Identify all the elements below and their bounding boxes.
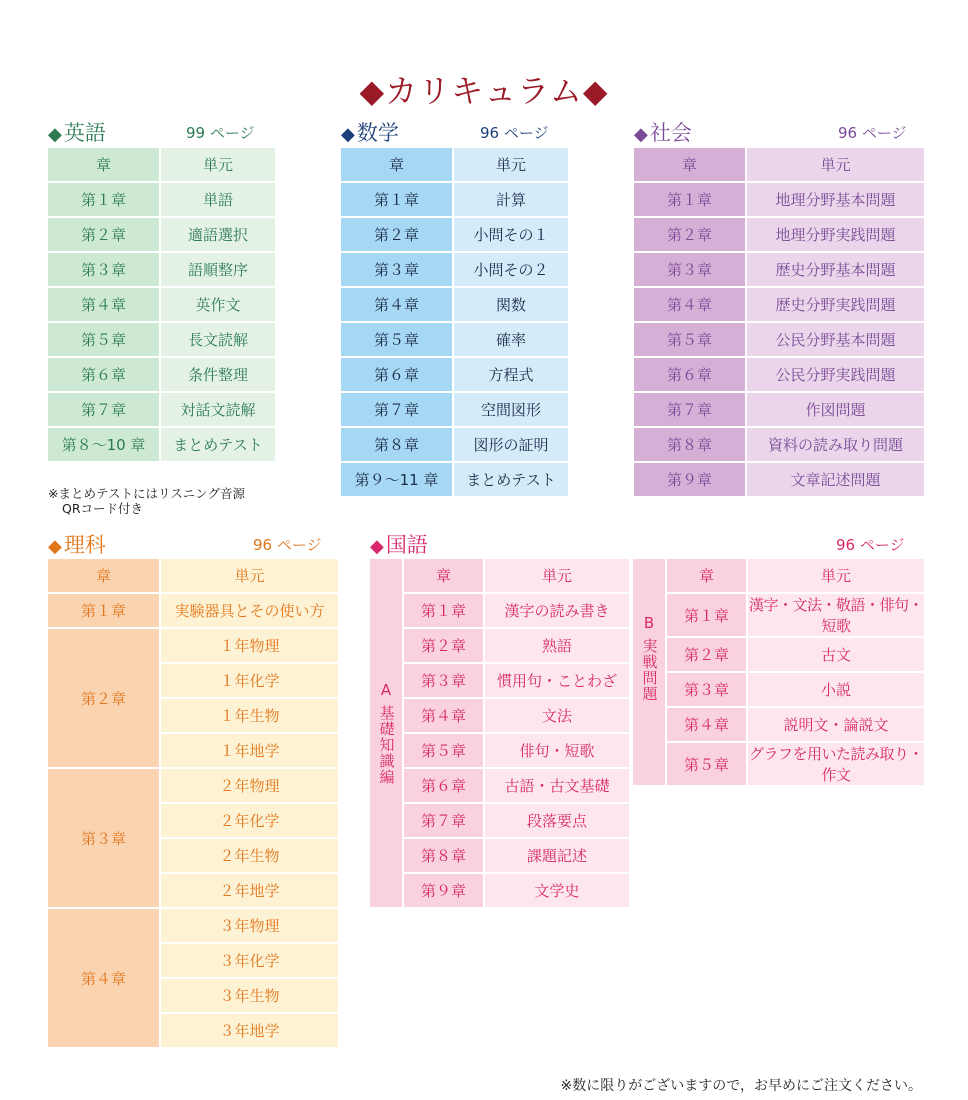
- diamond-icon: ◆: [634, 124, 648, 145]
- chapter-cell: 第２章: [47, 217, 160, 252]
- header-unit: 単元: [453, 147, 569, 182]
- unit-cell: 小問その１: [453, 217, 569, 252]
- table-row: [340, 182, 569, 217]
- unit-cell: ３年生物: [160, 978, 339, 1013]
- unit-cell: ２年物理: [160, 768, 339, 803]
- chapter-cell: 第６章: [340, 357, 453, 392]
- chapter-cell: 第４章: [403, 698, 484, 733]
- unit-cell: ３年化学: [160, 943, 339, 978]
- chapter-cell: 第３章: [340, 252, 453, 287]
- header-unit: 単元: [160, 147, 276, 182]
- japanese-pages: 96 ページ: [836, 536, 905, 554]
- header-chapter: 章: [47, 147, 160, 182]
- unit-cell: まとめテスト: [453, 462, 569, 497]
- table-row: [47, 322, 276, 357]
- unit-cell: 公民分野実践問題: [746, 357, 925, 392]
- header-unit: 単元: [747, 558, 925, 593]
- english-heading-text: 英語: [63, 121, 106, 145]
- table-header-row: [632, 558, 925, 593]
- table-row: [340, 322, 569, 357]
- table-row: [369, 803, 630, 838]
- table-row: [47, 252, 276, 287]
- unit-cell: 空間図形: [453, 392, 569, 427]
- unit-cell: 古文: [747, 637, 925, 672]
- unit-cell: １年化学: [160, 663, 339, 698]
- table-row: [632, 672, 925, 707]
- section-letter: A: [380, 680, 392, 699]
- unit-cell: 資料の読み取り問題: [746, 427, 925, 462]
- unit-cell: １年生物: [160, 698, 339, 733]
- chapter-cell: 第６章: [47, 357, 160, 392]
- japanese-heading: [370, 529, 428, 559]
- unit-cell: 公民分野基本問題: [746, 322, 925, 357]
- social-heading-text: 社会: [649, 121, 692, 145]
- japanese-a-table: [368, 557, 631, 909]
- chapter-cell: 第９章: [403, 873, 484, 908]
- unit-cell: まとめテスト: [160, 427, 276, 462]
- table-row: [47, 768, 339, 803]
- table-row: [47, 427, 276, 462]
- chapter-cell: 第１章: [666, 593, 747, 637]
- chapter-cell: 第３章: [47, 252, 160, 287]
- section-vertical-title: 実戦問題: [640, 638, 659, 702]
- header-unit: 単元: [160, 558, 339, 593]
- english-note-line1: ※まとめテストにはリスニング音源: [48, 486, 245, 501]
- footer-note: ※数に限りがございますので，お早めにご注文ください。: [560, 1078, 922, 1094]
- chapter-cell: 第５章: [403, 733, 484, 768]
- unit-cell: 図形の証明: [453, 427, 569, 462]
- unit-cell: 小説: [747, 672, 925, 707]
- science-heading: [48, 529, 106, 559]
- chapter-cell: 第４章: [633, 287, 746, 322]
- table-row: [340, 287, 569, 322]
- english-table: [46, 146, 277, 463]
- table-row: [369, 593, 630, 628]
- unit-cell: グラフを用いた読み取り・作文: [747, 742, 925, 786]
- chapter-cell: 第７章: [403, 803, 484, 838]
- section-letter: B: [643, 614, 655, 632]
- section-label: [369, 558, 403, 908]
- table-row: [340, 357, 569, 392]
- header-chapter: 章: [47, 558, 160, 593]
- chapter-cell: 第２章: [403, 628, 484, 663]
- unit-cell: 長文読解: [160, 322, 276, 357]
- unit-cell: 計算: [453, 182, 569, 217]
- table-header-row: [633, 147, 925, 182]
- unit-cell: 条件整理: [160, 357, 276, 392]
- table-row: [632, 742, 925, 786]
- header-chapter: 章: [633, 147, 746, 182]
- table-row: [47, 287, 276, 322]
- table-row: [47, 908, 339, 943]
- header-chapter: 章: [403, 558, 484, 593]
- unit-cell: 地理分野基本問題: [746, 182, 925, 217]
- chapter-cell: 第１章: [340, 182, 453, 217]
- chapter-cell: 第５章: [666, 742, 747, 786]
- table-row: [633, 252, 925, 287]
- diamond-icon: ◆: [370, 536, 384, 557]
- page-title: ◆カリキュラム◆: [359, 72, 609, 110]
- table-row: [633, 287, 925, 322]
- chapter-cell: 第９～11 章: [340, 462, 453, 497]
- social-table: [632, 146, 926, 498]
- diamond-icon: ◆: [48, 536, 62, 557]
- diamond-icon: ◆: [48, 124, 62, 145]
- chapter-cell: 第１章: [47, 182, 160, 217]
- unit-cell: 小問その２: [453, 252, 569, 287]
- unit-cell: 地理分野実践問題: [746, 217, 925, 252]
- table-row: [633, 322, 925, 357]
- chapter-cell: 第３章: [403, 663, 484, 698]
- chapter-cell: 第８章: [403, 838, 484, 873]
- table-header-row: [340, 147, 569, 182]
- science-heading-text: 理科: [63, 533, 106, 557]
- table-row: [633, 182, 925, 217]
- table-header-row: [47, 558, 339, 593]
- chapter-cell: 第２章: [633, 217, 746, 252]
- unit-cell: 文法: [484, 698, 630, 733]
- unit-cell: 俳句・短歌: [484, 733, 630, 768]
- chapter-cell: 第３章: [633, 252, 746, 287]
- unit-cell: 歴史分野実践問題: [746, 287, 925, 322]
- chapter-cell: 第３章: [47, 768, 160, 908]
- table-row: [633, 427, 925, 462]
- table-row: [369, 873, 630, 908]
- diamond-icon: ◆: [341, 124, 355, 145]
- header-unit: 単元: [746, 147, 925, 182]
- table-row: [369, 838, 630, 873]
- english-note-line2: QRコード付き: [62, 501, 144, 516]
- chapter-cell: 第７章: [47, 392, 160, 427]
- social-heading: [634, 117, 692, 147]
- unit-cell: 実験器具とその使い方: [160, 593, 339, 628]
- math-table: [339, 146, 570, 498]
- chapter-cell: 第７章: [633, 392, 746, 427]
- social-pages: 96 ページ: [838, 124, 907, 142]
- section-vertical-title: 基礎知識編: [377, 704, 396, 785]
- chapter-cell: 第２章: [666, 637, 747, 672]
- japanese-b-table: [631, 557, 926, 787]
- math-heading: [341, 117, 399, 147]
- science-table: [46, 557, 340, 1049]
- table-row: [340, 462, 569, 497]
- unit-cell: 説明文・論説文: [747, 707, 925, 742]
- table-row: [340, 217, 569, 252]
- chapter-cell: 第６章: [403, 768, 484, 803]
- unit-cell: 関数: [453, 287, 569, 322]
- table-row: [633, 392, 925, 427]
- chapter-cell: 第２章: [47, 628, 160, 768]
- unit-cell: 漢字の読み書き: [484, 593, 630, 628]
- table-row: [633, 462, 925, 497]
- unit-cell: ２年生物: [160, 838, 339, 873]
- chapter-cell: 第５章: [340, 322, 453, 357]
- english-heading: [48, 117, 106, 147]
- unit-cell: ３年地学: [160, 1013, 339, 1048]
- chapter-cell: 第１章: [403, 593, 484, 628]
- table-row: [47, 628, 339, 663]
- unit-cell: １年地学: [160, 733, 339, 768]
- chapter-cell: 第２章: [340, 217, 453, 252]
- unit-cell: ２年地学: [160, 873, 339, 908]
- table-row: [340, 252, 569, 287]
- english-note: [48, 486, 245, 516]
- unit-cell: 方程式: [453, 357, 569, 392]
- header-chapter: 章: [666, 558, 747, 593]
- table-row: [369, 698, 630, 733]
- unit-cell: 古語・古文基礎: [484, 768, 630, 803]
- table-row: [633, 357, 925, 392]
- table-row: [47, 593, 339, 628]
- unit-cell: 歴史分野基本問題: [746, 252, 925, 287]
- table-row: [369, 733, 630, 768]
- chapter-cell: 第７章: [340, 392, 453, 427]
- table-row: [633, 217, 925, 252]
- chapter-cell: 第８～10 章: [47, 427, 160, 462]
- chapter-cell: 第４章: [340, 287, 453, 322]
- table-row: [47, 182, 276, 217]
- chapter-cell: 第３章: [666, 672, 747, 707]
- science-pages: 96 ページ: [253, 536, 322, 554]
- chapter-cell: 第４章: [666, 707, 747, 742]
- unit-cell: 課題記述: [484, 838, 630, 873]
- unit-cell: 確率: [453, 322, 569, 357]
- table-row: [47, 217, 276, 252]
- unit-cell: ２年化学: [160, 803, 339, 838]
- chapter-cell: 第８章: [340, 427, 453, 462]
- header-chapter: 章: [340, 147, 453, 182]
- chapter-cell: 第１章: [47, 593, 160, 628]
- table-row: [47, 392, 276, 427]
- unit-cell: 漢字・文法・敬語・俳句・短歌: [747, 593, 925, 637]
- table-row: [340, 392, 569, 427]
- section-label: [632, 558, 666, 786]
- math-heading-text: 数学: [356, 121, 399, 145]
- unit-cell: 適語選択: [160, 217, 276, 252]
- english-pages: 99 ページ: [186, 124, 255, 142]
- unit-cell: 文学史: [484, 873, 630, 908]
- chapter-cell: 第４章: [47, 908, 160, 1048]
- table-row: [369, 628, 630, 663]
- table-row: [369, 663, 630, 698]
- chapter-cell: 第４章: [47, 287, 160, 322]
- unit-cell: １年物理: [160, 628, 339, 663]
- table-header-row: [47, 147, 276, 182]
- unit-cell: ３年物理: [160, 908, 339, 943]
- unit-cell: 熟語: [484, 628, 630, 663]
- unit-cell: 単語: [160, 182, 276, 217]
- table-row: [47, 357, 276, 392]
- table-row: [369, 768, 630, 803]
- chapter-cell: 第６章: [633, 357, 746, 392]
- unit-cell: 対話文読解: [160, 392, 276, 427]
- unit-cell: 段落要点: [484, 803, 630, 838]
- table-row: [340, 427, 569, 462]
- table-row: [632, 637, 925, 672]
- table-row: [632, 593, 925, 637]
- unit-cell: 作図問題: [746, 392, 925, 427]
- chapter-cell: 第９章: [633, 462, 746, 497]
- chapter-cell: 第８章: [633, 427, 746, 462]
- unit-cell: 語順整序: [160, 252, 276, 287]
- japanese-heading-text: 国語: [385, 533, 428, 557]
- table-header-row: [369, 558, 630, 593]
- unit-cell: 文章記述問題: [746, 462, 925, 497]
- header-unit: 単元: [484, 558, 630, 593]
- math-pages: 96 ページ: [480, 124, 549, 142]
- chapter-cell: 第５章: [47, 322, 160, 357]
- chapter-cell: 第１章: [633, 182, 746, 217]
- table-row: [632, 707, 925, 742]
- chapter-cell: 第５章: [633, 322, 746, 357]
- unit-cell: 英作文: [160, 287, 276, 322]
- unit-cell: 慣用句・ことわざ: [484, 663, 630, 698]
